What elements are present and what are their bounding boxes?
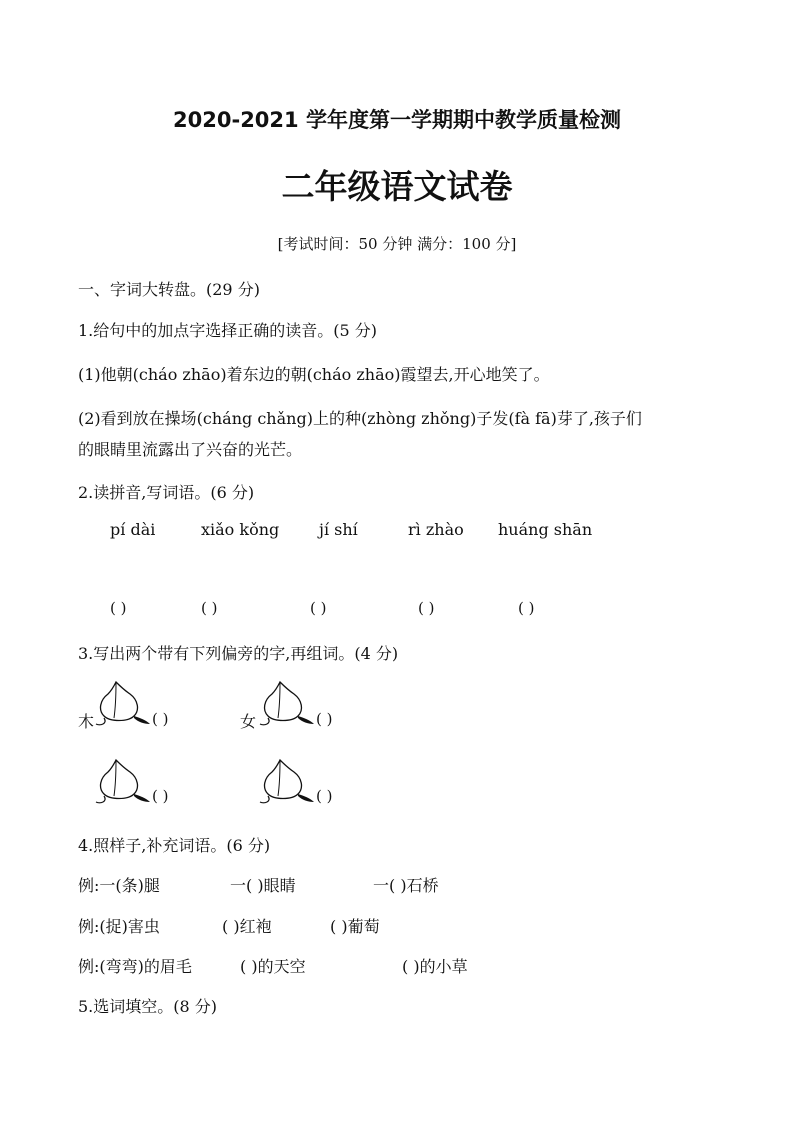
q4-blank-2-1[interactable]: ( )红袍 bbox=[222, 917, 272, 936]
radical-wood-blank-2[interactable]: ( ) bbox=[152, 787, 169, 805]
exam-info: [考试时间：50 分钟 满分：100 分] bbox=[277, 235, 517, 253]
radical-woman-blank-1[interactable]: ( ) bbox=[316, 710, 333, 728]
pinyin-answer-blank-2[interactable]: ( ) bbox=[201, 599, 218, 617]
radical-woman: 女 bbox=[240, 712, 257, 731]
radical-woman-blank-2[interactable]: ( ) bbox=[316, 787, 333, 805]
pinyin-3: jí shí bbox=[319, 520, 358, 539]
question-1-item-2-line-2: 的眼睛里流露出了兴奋的光芒。 bbox=[78, 440, 303, 459]
q4-blank-2-2[interactable]: ( )葡萄 bbox=[330, 917, 380, 936]
peach-icon bbox=[258, 678, 316, 726]
exam-subtitle: 2020-2021 学年度第一学期期中教学质量检测 bbox=[173, 108, 621, 132]
pinyin-answer-blank-4[interactable]: ( ) bbox=[418, 599, 435, 617]
pinyin-answer-blank-3[interactable]: ( ) bbox=[310, 599, 327, 617]
radical-wood: 木 bbox=[78, 712, 95, 731]
pinyin-2: xiǎo kǒng bbox=[201, 520, 280, 539]
q4-blank-3-1[interactable]: ( )的天空 bbox=[240, 957, 306, 976]
pinyin-4: rì zhào bbox=[408, 520, 464, 539]
question-3-heading: 3.写出两个带有下列偏旁的字,再组词。(4 分) bbox=[78, 644, 399, 663]
question-1-item-2-line-1: (2)看到放在操场(cháng chǎng)上的种(zhòng zhǒng)子发(fà fā)芽了,孩子们 bbox=[78, 409, 642, 428]
peach-icon bbox=[94, 678, 152, 726]
q4-blank-1-2[interactable]: 一( )石桥 bbox=[373, 876, 439, 895]
question-4-heading: 4.照样子,补充词语。(6 分) bbox=[78, 836, 271, 855]
pinyin-answer-blank-1[interactable]: ( ) bbox=[110, 599, 127, 617]
pinyin-1: pí dài bbox=[110, 520, 156, 539]
peach-icon bbox=[94, 756, 152, 804]
pinyin-5: huáng shān bbox=[498, 520, 593, 539]
question-1-heading: 1.给句中的加点字选择正确的读音。(5 分) bbox=[78, 321, 378, 340]
pinyin-answer-blank-5[interactable]: ( ) bbox=[518, 599, 535, 617]
peach-icon bbox=[258, 756, 316, 804]
q4-example-1: 例:一(条)腿 bbox=[78, 876, 160, 895]
question-5-heading: 5.选词填空。(8 分) bbox=[78, 997, 218, 1016]
section-1-heading: 一、字词大转盘。(29 分) bbox=[78, 280, 260, 299]
q4-blank-1-1[interactable]: 一( )眼睛 bbox=[230, 876, 296, 895]
question-1-item-1: (1)他朝(cháo zhāo)着东边的朝(cháo zhāo)霞望去,开心地笑了。 bbox=[78, 365, 550, 384]
radical-wood-blank-1[interactable]: ( ) bbox=[152, 710, 169, 728]
q4-example-3: 例:(弯弯)的眉毛 bbox=[78, 957, 192, 976]
exam-title: 二年级语文试卷 bbox=[281, 167, 513, 206]
question-2-heading: 2.读拼音,写词语。(6 分) bbox=[78, 483, 255, 502]
q4-example-2: 例:(捉)害虫 bbox=[78, 917, 160, 936]
q4-blank-3-2[interactable]: ( )的小草 bbox=[402, 957, 468, 976]
